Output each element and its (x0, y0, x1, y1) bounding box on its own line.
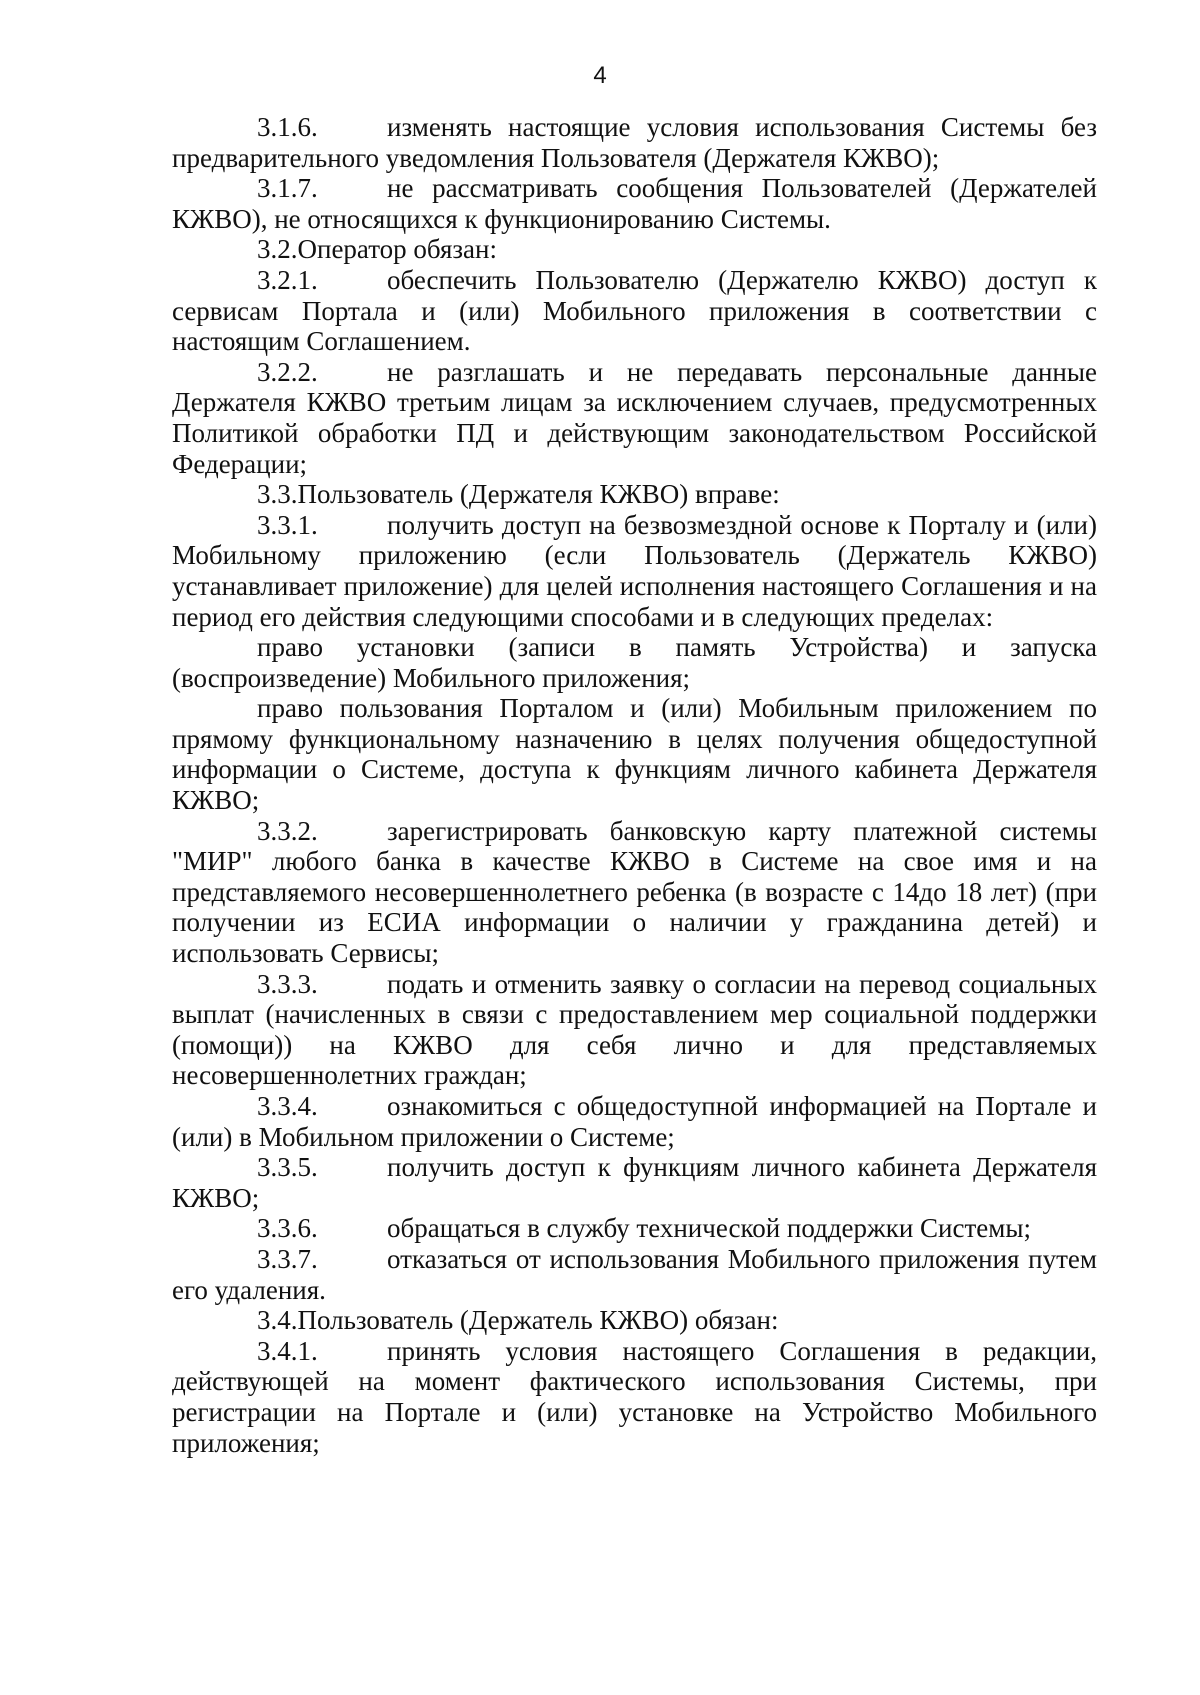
clause-3-3-1 (172, 510, 1097, 632)
clause-text: изменять настоящие условия использования Системы без предварительного уведомления Пользователя (Держателя КЖВО); (172, 112, 1097, 173)
clause-3-4-1 (172, 1336, 1097, 1458)
clause-number: 3.3.6. (257, 1213, 318, 1244)
clause-3-1-7 (172, 173, 1097, 234)
section-heading-3-4: 3.4.Пользователь (Держатель КЖВО) обязан: (257, 1305, 779, 1336)
clause-number: 3.1.6. (257, 112, 318, 142)
clause-text: отказаться от использования Мобильного приложения путем его удаления. (172, 1243, 1097, 1305)
clause-text: обеспечить Пользователю (Держателю КЖВО) доступ к сервисам Портала и (или) Мобильного приложения в соответствии с настоящим Соглашением. (172, 264, 1097, 357)
clause-text: получить доступ к функциям личного кабинета Держателя КЖВО; (172, 1152, 1097, 1213)
right-install-paragraph: право установки (записи в память Устройства) и запуска (воспроизведение) Мобильного приложения; (172, 632, 1097, 693)
clause-3-1-6 (172, 112, 1097, 173)
clause-number: 3.2.1. (257, 264, 318, 295)
clause-text: принять условия настоящего Соглашения в редакции, действующей на момент фактического использования Системы, при регистрации на Портале и (или) установке на Устройство Мобильного приложения; (172, 1335, 1097, 1458)
clause-3-2-1 (172, 265, 1097, 357)
clause-number: 3.3.7. (257, 1243, 318, 1274)
clause-text: обращаться в службу технической поддержки Системы; (387, 1213, 1031, 1244)
clause-text: зарегистрировать банковскую карту платежной системы "МИР" любого банка в качестве КЖВО в Системе на свое имя и на представляемого несовершеннолетнего ребенка (в возрасте с 14до 18 лет) (при получении из ЕСИА информации о наличии у гражданина детей) и использовать Сервисы; (172, 815, 1097, 969)
clause-number: 3.1.7. (257, 173, 318, 204)
clause-number: 3.4.1. (257, 1335, 318, 1366)
clause-text: не разглашать и не передавать персональные данные Держателя КЖВО третьим лицам за исключением случаев, предусмотренных Политикой обработки ПД и действующим законодательством Российской Федерации; (172, 356, 1097, 479)
clause-3-3-2 (172, 816, 1097, 969)
page-number: 4 (593, 62, 607, 89)
clause-3-3-4 (172, 1091, 1097, 1152)
clause-text: подать и отменить заявку о согласии на перевод социальных выплат (начисленных в связи с предоставлением мер социальной поддержки (помощи)) на КЖВО для себя лично и для представляемых несовершеннолетних граждан; (172, 968, 1097, 1091)
clause-3-3-6 (172, 1213, 1097, 1244)
clause-number: 3.3.4. (257, 1091, 318, 1121)
clause-text: ознакомиться с общедоступной информацией на Портале и (или) в Мобильном приложении о Системе; (172, 1091, 1097, 1152)
document-body (172, 112, 1097, 1458)
clause-3-3-7 (172, 1244, 1097, 1305)
clause-number: 3.3.2. (257, 815, 318, 846)
clause-number: 3.3.3. (257, 968, 318, 999)
clause-number: 3.2.2. (257, 356, 318, 387)
right-use-paragraph: право пользования Порталом и (или) Мобильным приложением по прямому функциональному назначению в целях получения общедоступной информации о Системе, доступа к функциям личного кабинета Держателя КЖВО; (172, 693, 1097, 816)
clause-text: не рассматривать сообщения Пользователей (Держателей КЖВО), не относящихся к функционированию Системы. (172, 173, 1097, 234)
clause-3-3-3 (172, 969, 1097, 1091)
clause-number: 3.3.5. (257, 1152, 318, 1183)
clause-3-3-5 (172, 1152, 1097, 1213)
clause-number: 3.3.1. (257, 509, 318, 540)
section-heading-3-2: 3.2.Оператор обязан: (257, 234, 497, 265)
clause-text: получить доступ на безвозмездной основе к Порталу и (или) Мобильному приложению (если Пользователь (Держатель КЖВО) устанавливает приложение) для целей исполнения настоящего Соглашения и на период его действия следующими способами и в следующих пределах: (172, 509, 1097, 632)
clause-3-2-2 (172, 357, 1097, 479)
section-heading-3-3: 3.3.Пользователь (Держателя КЖВО) вправе: (257, 479, 780, 510)
